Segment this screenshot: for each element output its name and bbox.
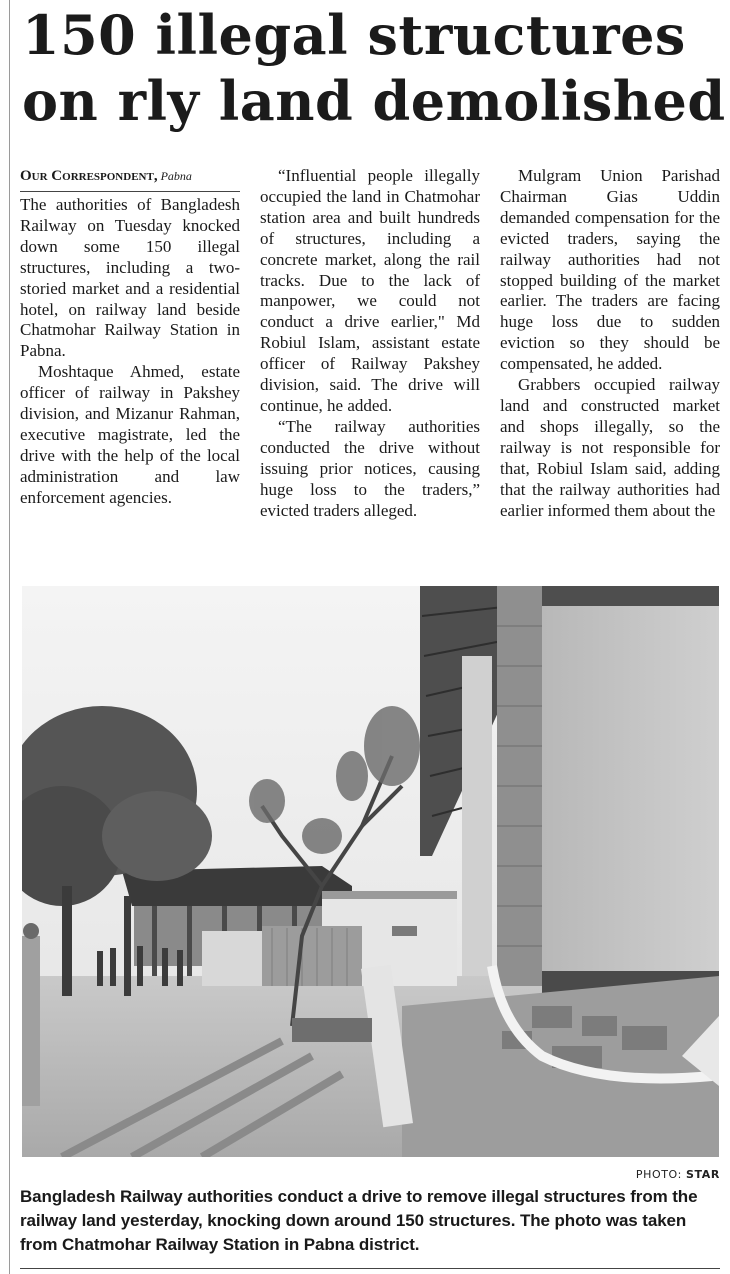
news-photo (22, 586, 719, 1157)
article-column-3 (500, 166, 720, 521)
paragraph: “The railway authorities conducted the drive without issuing prior notices, causing huge loss to the traders,” evicted traders alleged. (260, 416, 480, 520)
byline-place: Pabna (160, 169, 192, 183)
page-left-rule (9, 0, 10, 1274)
paragraph: Moshtaque Ahmed, estate officer of railway in Pakshey division, and Mizanur Rahman, executive magistrate, led the drive with the help of the local administration and law enforcement agencies. (20, 362, 240, 507)
photo-caption: Bangladesh Railway authorities conduct a drive to remove illegal structures from the railway land yesterday, knocking down around 150 structures. The photo was taken from Chatmohar Railway Station in Pabna district. (20, 1187, 698, 1254)
photo-credit-source: STAR (686, 1168, 720, 1181)
article-column-2 (260, 166, 480, 521)
photo-credit (636, 1168, 720, 1181)
byline-author: Our Correspondent, (20, 168, 158, 184)
article-column-1 (20, 166, 240, 509)
bottom-rule (20, 1268, 720, 1269)
article-headline: 150 illegal structures on rly land demolished (22, 3, 726, 133)
byline (20, 166, 240, 192)
photo-credit-label: PHOTO: (635, 1168, 682, 1181)
paragraph: Grabbers occupied railway land and constructed market and shops illegally, so the railway is not responsible for that, Robiul Islam said, adding that the railway authorities had earlier informed them about the (500, 375, 720, 520)
paragraph: The authorities of Bangladesh Railway on Tuesday knocked down some 150 illegal structures, including a two-storied market and a residential hotel, on railway land beside Chatmohar Railway Station in Pabna. (20, 195, 240, 361)
paragraph: Mulgram Union Parishad Chairman Gias Uddin demanded compensation for the evicted traders, saying the railway authorities had not stopped building of the market earlier. The traders are facing huge loss due to sudden eviction so they should be compensated, he added. (500, 166, 720, 374)
paragraph: “Influential people illegally occupied the land in Chatmohar station area and built hundreds of structures, including a concrete market, along the rail tracks. Due to the lack of manpower, we could not conduct a drive earlier," Md Robiul Islam, assistant estate officer of Railway Pakshey division, said. The drive will continue, he added. (260, 166, 480, 415)
